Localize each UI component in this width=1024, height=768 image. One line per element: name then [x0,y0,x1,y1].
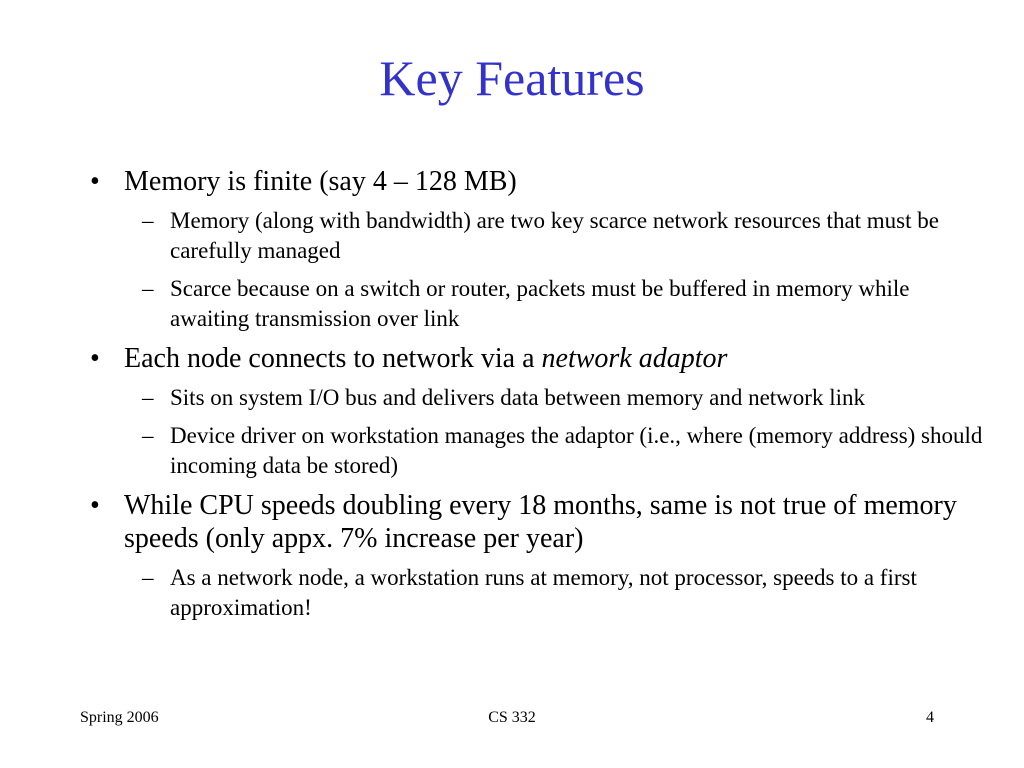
bullet-text: While CPU speeds doubling every 18 months, same is not true of memory speeds (only appx. 7% increase per year) [124,490,957,554]
bullet-item [80,489,990,555]
bullet-text: Memory is finite (say 4 – 128 MB) [124,166,517,197]
sub-bullet-text: Device driver on workstation manages the adaptor (i.e., where (memory address) should incoming data be stored) [170,423,983,478]
sub-bullet-text: As a network node, a workstation runs at memory, not processor, speeds to a first approximation! [170,565,917,620]
sub-bullet-text: Scarce because on a switch or router, packets must be buffered in memory while awaiting transmission over link [170,276,910,331]
bullet-text-italic: network adaptor [541,343,728,374]
sub-bullet-text: Memory (along with bandwidth) are two key scarce network resources that must be carefully managed [170,208,939,263]
sub-bullet-marker: – [142,276,154,301]
sub-bullet-item [80,274,990,334]
bullet-item [80,165,990,198]
sub-bullet-marker: – [142,385,154,410]
sub-bullet-item [80,563,990,623]
sub-bullet-marker: – [142,423,154,448]
sub-bullet-marker: – [142,565,154,590]
bullet-item [80,342,990,375]
bullet-marker: • [90,490,100,521]
slide-content [80,165,990,631]
slide-title: Key Features [379,50,645,106]
bullet-text: Each node connects to network via a [124,343,542,374]
bullet-marker: • [90,343,100,374]
slide-number: 4 [926,709,934,726]
sub-bullet-text: Sits on system I/O bus and delivers data between memory and network link [170,385,865,410]
footer-course: CS 332 [488,709,536,726]
sub-bullet-marker: – [142,208,154,233]
sub-bullet-item [80,206,990,266]
sub-bullet-item [80,421,990,481]
footer-date: Spring 2006 [80,709,159,726]
sub-bullet-item [80,383,990,413]
bullet-marker: • [90,166,100,197]
